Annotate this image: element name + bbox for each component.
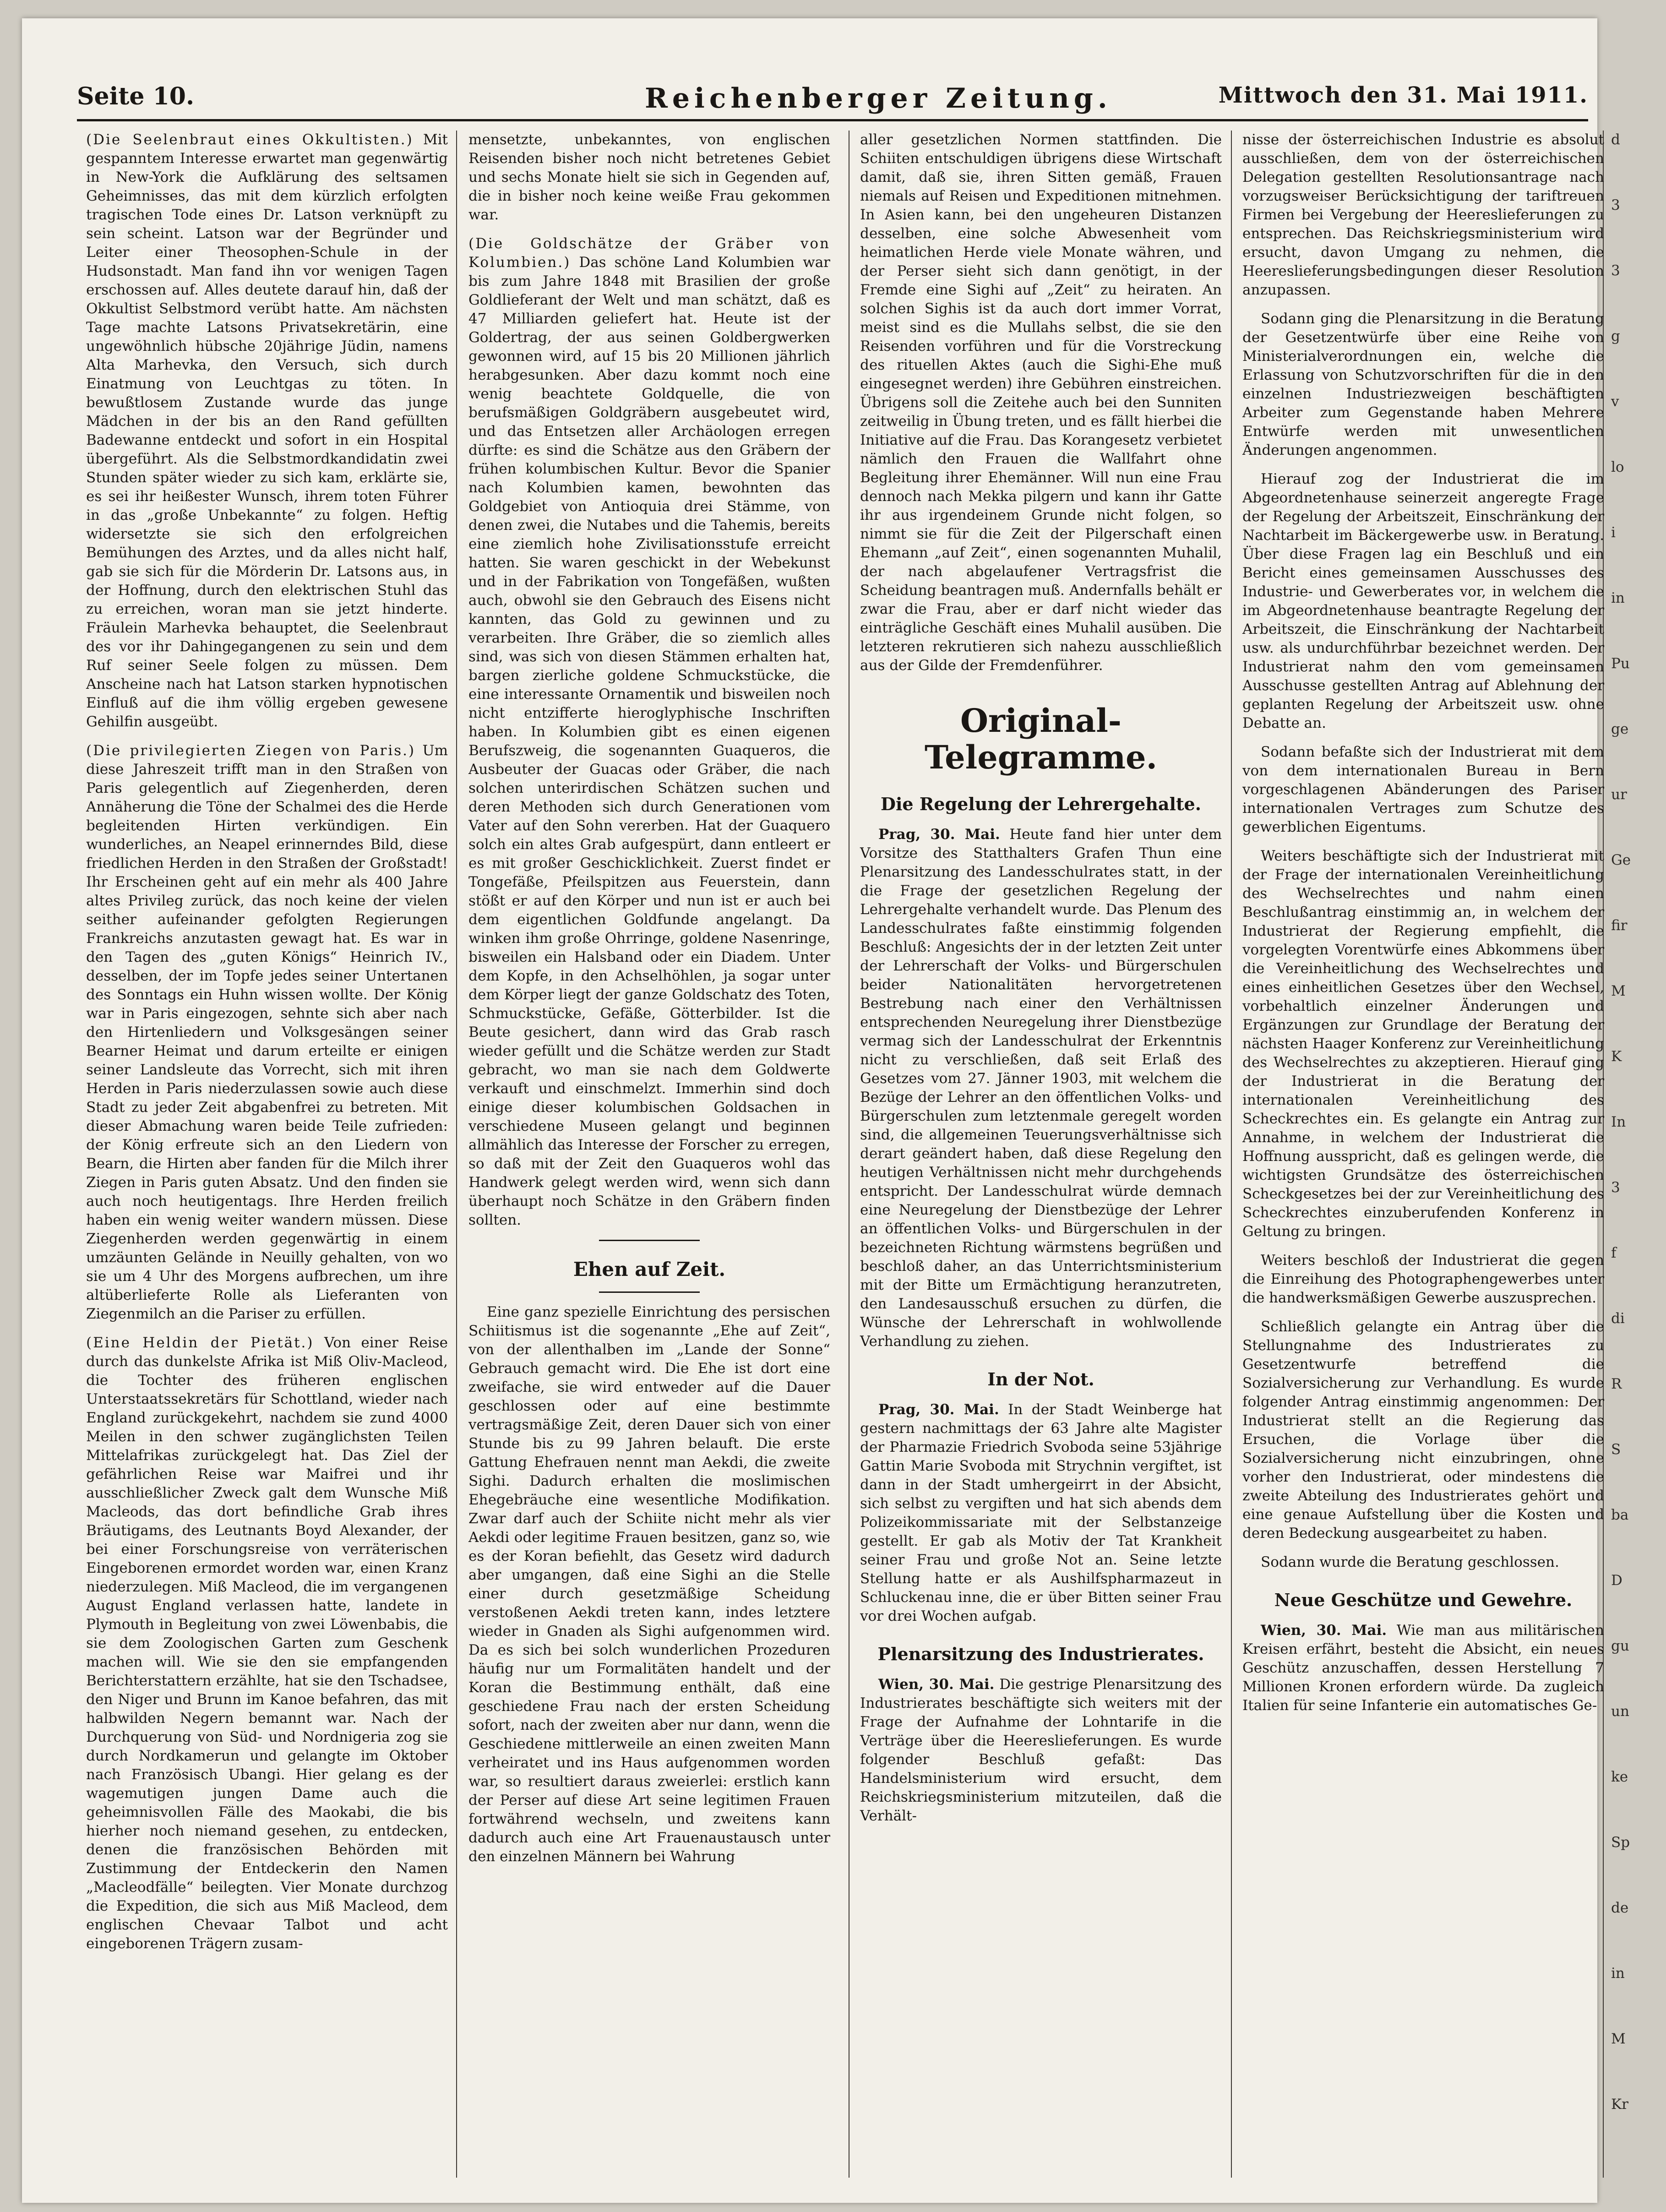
article-text: In der Stadt Weinberge hat gestern nachmittags der 63 Jahre alte Magister der Pharmazie Friedrich Svoboda seine 53jährige Gattin Marie Svoboda mit Strychnin vergiftet, ist dann in der Stadt umhergeirrt in der Absicht, sich selbst zu vergiften und hat sich abends dem Polizeikommissariate mit der Selbstanzeige gestellt. Er gab als Motiv der Tat Krankheit seiner Frau und große Not an. Seine letzte Stellung hatte er als Aushilfspharmazeut in Schluckenau inne, die er über Bitten seiner Frau vor drei Wochen aufgab. xyxy=(860,1401,1222,1624)
article-text: Heute fand hier unter dem Vorsitze des Statthalters Grafen Thun eine Plenarsitzung des Landesschulrates statt, in der die Frage der gesetzlichen Regelung der Lehrergehalte verhandelt wurde. Das Plenum des Landesschulrates faßte einstimmig folgenden Beschluß: Angesichts der in der letzten Zeit unter der Lehrerschaft der Volks- und Bürgerschulen beider Nationalitäten hervorgetretenen Bestrebung nach einer den Verhältnissen entsprechenden Neuregelung ihrer Dienstbezüge vermag sich der Landesschulrat der Erkenntnis nicht zu verschließen, daß seit Erlaß des Gesetzes vom 27. Jänner 1903, mit welchem die Bezüge der Lehrer an den öffentlichen Volks- und Bürgerschulen zum letztenmale geregelt worden sind, die allgemeinen Teuerungsverhältnisse sich derart geändert haben, daß diese Regelung den heutigen Verhältnissen nicht mehr durchgehends entspricht. Der Landesschulrat würde demnach eine Neuregelung der Dienstbezüge der Lehrer an öffentlichen Volks- und Bürgerschulen in der bezeichneten Richtung wärmstens begrüßen und beschloß daher, an das Unterrichtsministerium mit der Bitte um Ermächtigung heranzutreten, den Landesausschuß ersuchen zu dürfen, die Wünsche der Lehrerschaft in wohlwollende Verhandlung zu ziehen. xyxy=(860,826,1222,1350)
column-rule xyxy=(456,131,457,2178)
article-text: aller gesetzlichen Normen stattfinden. Die Schiiten entschuldigen übrigens diese Wirtschaft damit, daß sie, ihren Sitten gemäß, Frauen niemals auf Reisen und Expeditionen mitnehmen. In Asien kann, bei den ungeheuren Distanzen desselben, eine solche Abwesenheit vom heimatlichen Herde viele Monate währen, und der Perser sieht sich dann genötigt, in der Fremde eine Sighi auf „Zeit“ zu heiraten. An solchen Sighis ist da auch dort immer Vorrat, meist sind es die Mullahs selbst, die sie den Reisenden vorführen und für die Vorstreckung des rituellen Aktes (auch die Sighi-Ehe muß eingesegnet werden) ihre Gebühren einstreichen. Übrigens soll die Zeitehe auch bei den Sunniten zeitweilig in Übung treten, und es fällt hierbei die Initiative auf die Frau. Das Korangesetz verbietet nämlich den Frauen die Wallfahrt ohne Begleitung ihrer Ehemänner. Will nun eine Frau dennoch nach Mekka pilgern und kann ihr Gatte ihr aus irgendeinem Grunde nicht folgen, so nimmt sie für die Zeit der Pilgerschaft einen Ehemann „auf Zeit“, einen sogenannten Muhalil, der nach abgelaufener Vertragsfrist die Scheidung beantragen muß. Andernfalls behält er zwar die Frau, aber er darf nicht wieder das einträgliche Geschäft eines Muhalil ausüben. Die letzteren rekrutieren sich nahezu ausschließlich aus der Gilde der Fremdenführer. xyxy=(860,131,1222,674)
section-divider xyxy=(599,1240,700,1241)
cutoff-fragment: Kr xyxy=(1611,2096,1628,2113)
article-goldschaetze xyxy=(468,234,830,1230)
article-kicker: (Eine Heldin der Pietät.) xyxy=(86,1335,314,1351)
article-ziegen xyxy=(86,741,448,1324)
section-divider xyxy=(599,1291,700,1293)
issue-date: Mittwoch den 31. Mai 1911. xyxy=(1218,82,1588,108)
cutoff-fragment: di xyxy=(1611,1310,1625,1327)
column-2 xyxy=(468,131,830,2178)
cutoff-fragment: ba xyxy=(1611,1507,1629,1523)
headline-plenarsitzung: Plenarsitzung des Industrierates. xyxy=(877,1644,1204,1664)
cutoff-fragment: In xyxy=(1611,1114,1626,1130)
masthead: Reichenberger Zeitung. xyxy=(645,82,1112,114)
article-text: Um diese Jahreszeit trifft man in den Straßen von Paris gelegentlich auf Ziegenherden, deren Annäherung die Töne der Schalmei des die Herde begleitenden Hirten verkündigen. Ein wunderliches, an Neapel erinnerndes Bild, diese friedlichen Herden in den Straßen der Großstadt! Ihr Erscheinen geht auf ein mehr als 400 Jahre altes Privileg zurück, das noch keine der vielen seither aufeinander gefolgten Regierungen Frankreichs anzutasten gewagt hat. Es war in den Tagen des „guten Königs“ Heinrich IV., desselben, der im Topfe jedes seiner Untertanen des Sonntags ein Huhn wissen wollte. Der König war in Paris eingezogen, sehnte sich aber nach den Hirtenliedern und Volksgesängen seiner Bearner Heimat und darum erteilte er einigen seiner Landsleute das Vorrecht, sich mit ihren Herden in Paris niederzulassen sowie auch diese Stadt zu jeder Zeit abgabenfrei zu betreten. Mit dieser Abmachung waren beide Teile zufrieden: der König erfreute sich an den Liedern von Bearn, die Hirten aber fanden für die Milch ihrer Ziegen in Paris guten Absatz. Und den finden sie auch noch heutigentags. Ihre Herden freilich haben ein wenig weiter wandern müssen. Diese Ziegenherden werden gegenwärtig in einem umzäunten Gelände in Neuilly gehalten, von wo sie um 4 Uhr des Morgens aufbrechen, um ihre altüberlieferte Rolle als Lieferanten von Ziegenmilch an die Pariser zu erfüllen. xyxy=(86,742,448,1322)
cutoff-fragment: v xyxy=(1611,393,1619,410)
headline-in-der-not: In der Not. xyxy=(987,1369,1094,1389)
cutoff-fragment: S xyxy=(1611,1441,1621,1458)
article-seelenbraut xyxy=(86,131,448,731)
cutoff-fragment: K xyxy=(1611,1048,1622,1065)
cutoff-fragment: D xyxy=(1611,1572,1622,1589)
headline-neue-geschuetze: Neue Geschütze und Gewehre. xyxy=(1274,1590,1573,1610)
article-text: Das schöne Land Kolumbien war bis zum Jahre 1848 mit Brasilien der große Goldlieferant der Welt und man schätzt, daß es 47 Milliarden geliefert hat. Heute ist der Goldertrag, der aus seinen Goldbergwerken gewonnen wird, auf 15 bis 20 Millionen jährlich herabgesunken. Aber dazu kommt noch eine wenig beachtete Goldquelle, die von berufsmäßigen Goldgräbern ausgebeutet wird, und das Entsetzen aller Archäologen erregen dürfte: es sind die Schätze aus den Gräbern der frühen kolumbischen Kultur. Bevor die Spanier nach Kolumbien kamen, bewohnten das Goldgebiet von Antioquia drei Stämme, von denen zwei, die Nutabes und die Tahemis, bereits eine ziemlich hohe Zivilisationsstufe erreicht hatten. Sie waren geschickt in der Webekunst und in der Fabrikation von Tongefäßen, wußten auch, obwohl sie den Gebrauch des Eisens nicht kannten, das Gold zu gewinnen und zu verarbeiten. Ihre Gräber, die so ziemlich alles sind, was sich von diesen Stämmen erhalten hat, bargen zierliche goldene Schmuckstücke, die eine interessante Ornamentik und bisweilen noch nicht entzifferte hieroglyphische Inschriften haben. In Kolumbien gibt es einen eigenen Berufszweig, die sogenannten Guaqueros, die Ausbeuter der Guacas oder Gräber, die nach solchen unterirdischen Schätzen suchen und deren Methoden sich durch Generationen vom Vater auf den Sohn vererben. Hat der Guaquero solch ein altes Grab aufgespürt, dann entleert er es mit großer Geschicklichkeit. Zuerst findet er Tongefäße, Pfeilspitzen aus Feuerstein, dann stößt er auf den Körper und nun ist er auch bei dem eigentlichen Goldfunde angelangt. Da winken ihm große Ohrringe, goldene Nasenringe, bisweilen ein Halsband oder ein Diadem. Unter dem Kopfe, in den Achselhöhlen, ja sogar unter dem Körper liegt der ganze Goldschatz des Toten, Schmuckstücke, Gefäße, Götterbilder. Ist die Beute gesichert, dann wird das Grab rasch wieder gefüllt und die Schätze werden zur Stadt gebracht, wo man sie nach dem Goldwerte verkauft und einschmelzt. Immerhin sind doch einige dieser kolumbischen Goldsachen in verschiedene Museen gelangt und beginnen allmählich das Interesse der Forscher zu erregen, so daß mit der Zeit den Guaqueros wohl das Handwerk gelegt werden wird, wenn sich dann überhaupt noch Schätze in den Gräbern finden sollten. xyxy=(468,254,831,1228)
article-kicker: (Die Goldschätze der Gräber von Kolumbien.) xyxy=(468,235,830,271)
cutoff-fragment: Pu xyxy=(1611,655,1630,672)
cutoff-fragment: f xyxy=(1611,1245,1617,1261)
cutoff-fragment: Ge xyxy=(1611,852,1631,868)
headline-ehen-auf-zeit: Ehen auf Zeit. xyxy=(573,1258,726,1280)
article-text: Schließlich gelangte ein Antrag über die Stellungnahme des Industrierates zu Gesetzentwurfe betreffend die Sozialversicherung zur Verhandlung. Es wurde folgender Antrag einstimmig angenommen: Der Industrierat stellt an die Regierung das Ersuchen, die Vorlage über die Sozialversicherung nicht einzubringen, ohne vorher den Industrierat, oder mindestens die zweite Abteilung des Industrierates gehört und eine genaue Aufstellung über die Kosten und deren Bedeckung ausgearbeitet zu haben. xyxy=(1242,1318,1604,1542)
page-number: Seite 10. xyxy=(77,82,195,110)
cutoff-fragment: M xyxy=(1611,983,1626,999)
cutoff-fragment: ur xyxy=(1611,786,1627,803)
article-text: Sodann befaßte sich der Industrierat mit dem von dem internationalen Bureau in Bern vorgeschlagenen Abänderungen des Pariser internationalen Vertrages zum Schutze des gewerblichen Eigentums. xyxy=(1242,744,1604,835)
article-text: Die gestrige Plenarsitzung des Industrierates beschäftigte sich weiters mit der Frage der Aufnahme der Lohntarife in die Verträge über die Heereslieferungen. Es wurde folgender Beschluß gefaßt: Das Handelsministerium wird ersucht, dem Reichskriegsministerium mitzuteilen, daß die Verhält- xyxy=(860,1676,1222,1824)
page-header xyxy=(77,69,1588,121)
cutoff-fragment: in xyxy=(1611,590,1625,606)
cutoff-fragment: de xyxy=(1611,1900,1629,1916)
column-5-cutoff xyxy=(1611,131,1666,2178)
cutoff-fragment: gu xyxy=(1611,1638,1629,1654)
cutoff-fragment: i xyxy=(1611,524,1616,541)
article-in-der-not xyxy=(860,1400,1222,1626)
article-kicker: (Die privilegierten Ziegen von Paris.) xyxy=(86,742,416,759)
cutoff-fragment: R xyxy=(1611,1376,1622,1392)
article-text: mensetzte, unbekanntes, von englischen Reisenden bisher noch nicht betretenes Gebiet und sechs Monate hielt sie sich in Gegenden auf, die in bisher noch keine weiße Frau gekommen war. xyxy=(468,131,830,223)
article-text: Eine ganz spezielle Einrichtung des persischen Schiitismus ist die sogenannte „Ehe auf Zeit“, von der allenthalben im „Lande der Sonne“ Gebrauch gemacht wird. Die Ehe ist dort eine zweifache, sie wird entweder auf die Dauer geschlossen oder auf eine bestimmte vertragsmäßige Zeit, deren Dauer sich von einer Stunde bis zu 99 Jahren belauft. Die erste Gattung Ehefrauen nennt man Aekdi, die zweite Sighi. Dadurch erhalten die moslimischen Ehegebräuche eine wesentliche Modifikation. Zwar darf auch der Schiite nicht mehr als vier Aekdi oder legitime Frauen besitzen, ganz so, wie es der Koran befiehlt, das Gesetz wird dadurch aber umgangen, daß eine Sighi an die Stelle einer durch gesetzmäßige Scheidung verstoßenen Aekdi treten kann, indes letztere wieder in Gnaden als Sighi aufgenommen wird. Da es sich bei solch wunderlichen Prozeduren häufig nur um Formalitäten handelt und der Koran die Bestimmung enthält, daß eine geschiedene Frau nach der ersten Scheidung sofort, nach der zweiten aber nur dann, wenn die Geschiedene mittlerweile an einen zweiten Mann verheiratet und ins Haus aufgenommen worden war, so resultiert daraus zweierlei: erstlich kann der Perser auf diese Art seine legitimen Frauen fortwährend wechseln, und zweitens kann dadurch auch eine Art Frauenaustausch unter den einzelnen Männern bei Wahrung xyxy=(468,1304,830,1865)
article-text: Sodann wurde die Beratung geschlossen. xyxy=(1261,1554,1559,1570)
column-4 xyxy=(1242,131,1604,2178)
article-text: Sodann ging die Plenarsitzung in die Beratung der Gesetzentwürfe über eine Reihe von Ministerialverordnungen ein, welche die Erlassung von Schutzvorschriften für die in den einzelnen Industriezweigen beschäftigten Arbeiter zum Gegenstande haben Mehrere Entwürfe werden mit unwesentlichen Änderungen angenommen. xyxy=(1242,311,1604,458)
headline-lehrergehalte: Die Regelung der Lehrergehalte. xyxy=(881,794,1201,814)
cutoff-fragment: ke xyxy=(1611,1769,1628,1785)
cutoff-fragment: ge xyxy=(1611,721,1629,737)
article-neue-geschuetze xyxy=(1242,1621,1604,1715)
dateline: Wien, 30. Mai. xyxy=(878,1676,995,1693)
article-text: Wie man aus militärischen Kreisen erfährt, besteht die Absicht, ein neues Geschütz anzuschaffen, dessen Herstellung 7 Millionen Kronen erfordern würde. Da zugleich Italien für seine Infanterie ein automatisches Ge- xyxy=(1242,1622,1604,1714)
article-text: nisse der österreichischen Industrie es absolut ausschließen, dem von der österreichischen Delegation gestellten Resolutionsantrage nach vorzugsweiser Berücksichtigung der tariftreuen Firmen bei Vergebung der Heereslieferungen zu entsprechen. Das Reichskriegsministerium wird ersucht, davon Umgang zu nehmen, die Heereslieferungsbedingungen dieser Resolution anzupassen. xyxy=(1242,131,1604,298)
article-text: Mit gespanntem Interesse erwartet man gegenwärtig in New-York die Aufklärung des seltsamen Geheimnisses, das mit dem kürzlich erfolgten tragischen Tode eines Dr. Latson verknüpft zu sein scheint. Latson war der Begründer und Leiter einer Theosophen-Schule in der Hudsonstadt. Man fand ihn vor wenigen Tagen erschossen auf. Alles deutete darauf hin, daß der Okkultist Selbstmord verübt hatte. Am nächsten Tage machte Latsons Privatsekretärin, eine ungewöhnlich hübsche 20jährige Jüdin, namens Alta Marhevka, den Versuch, sich durch Einatmung von Leuchtgas zu töten. In bewußtlosem Zustande wurde das junge Mädchen in der bis an den Rand gefüllten Badewanne entdeckt und sofort in ein Hospital übergeführt. Als die Selbstmordkandidatin zwei Stunden später wieder zu sich kam, erklärte sie, es sei ihr heißester Wunsch, ihrem toten Führer in das „große Unbekannte“ zu folgen. Heftig widersetzte sie sich den erfolgreichen Bemühungen des Arztes, und da alles nicht half, gab sie sich für die Mörderin Dr. Latsons aus, in der Hoffnung, durch den elektrischen Stuhl das zu erreichen, woran man sie jetzt hinderte. Fräulein Marhevka behauptet, die Seelenbraut des vor ihr Dahingegangenen zu sein und dem Ruf seiner Seele folgen zu müssen. Dem Anscheine nach hat Latson starken hypnotischen Einfluß auf die ihm völlig ergeben gewesene Gehilfin ausgeübt. xyxy=(86,131,448,730)
article-kicker: (Die Seelenbraut eines Okkultisten.) xyxy=(86,131,414,148)
dateline: Wien, 30. Mai. xyxy=(1261,1622,1387,1639)
article-lehrergehalte xyxy=(860,825,1222,1351)
article-heldin xyxy=(86,1334,448,1953)
cutoff-fragment: in xyxy=(1611,1965,1625,1982)
column-3 xyxy=(860,131,1222,2178)
column-rule xyxy=(1231,131,1232,2178)
cutoff-fragment: Sp xyxy=(1611,1834,1630,1851)
cutoff-fragment: g xyxy=(1611,328,1620,344)
headline-original-telegramme: Original-Telegramme. xyxy=(925,702,1157,776)
column-1 xyxy=(86,131,448,2178)
dateline: Prag, 30. Mai. xyxy=(878,1401,999,1418)
cutoff-fragment: 3 xyxy=(1611,197,1620,213)
cutoff-fragment: 3 xyxy=(1611,262,1620,279)
cutoff-fragment: 3 xyxy=(1611,1179,1620,1196)
cutoff-fragment: d xyxy=(1611,131,1620,148)
article-text: Hierauf zog der Industrierat die im Abgeordnetenhause seinerzeit angeregte Frage der Regelung der Arbeitszeit, Einschränkung der Nachtarbeit im Bäckergewerbe usw. in Beratung. Über diese Fragen lag ein Beschluß und ein Bericht eines gemeinsamen Ausschusses des Industrie- und Gewerberates vor, in welchem die im Abgeordnetenhause beantragte Regelung der Arbeitszeit, die Einschränkung der Nachtarbeit usw. als undurchführbar bezeichnet werden. Der Industrierat nahm den vom gemeinsamen Ausschusse gestellten Antrag auf Ablehnung der geplanten Regelung der Arbeitszeit usw. ohne Debatte an. xyxy=(1242,471,1604,731)
dateline: Prag, 30. Mai. xyxy=(878,826,1000,843)
article-text: Von einer Reise durch das dunkelste Afrika ist Miß Oliv-Macleod, die Tochter des früheren englischen Unterstaatssekretärs für Schottland, wieder nach England zurückgekehrt, nachdem sie zund 4000 Meilen in den schwer zugänglichsten Teilen Mittelafrikas zurückgelegt hat. Das Ziel der gefährlichen Reise war Maifrei und ihr ausschließlicher Zweck galt dem Wunsche Miß Macleods, das dort befindliche Grab ihres Bräutigams, des Leutnants Boyd Alexander, der bei einer Forschungsreise von verräterischen Eingeborenen ermordet worden war, einen Kranz niederzulegen. Miß Macleod, die im vergangenen August England verlassen hatte, landete in Plymouth in Begleitung von zwei Löwenbabis, die sie dem Zoologischen Garten zum Geschenk machen will. Wie sie den sie empfangenden Berichterstattern erzählte, hat sie den Tschadsee, den Niger und Brunn im Kanoe befahren, das mit halbwilden Negern bemannt war. Nach der Durchquerung von Süd- und Nordnigeria zog sie durch Nordkamerun und gelangte im Oktober nach Französisch Ubangi. Hier gelang es der wagemutigen jungen Dame auch die geheimnisvollen Fälle des Maokabi, die bis hierher noch niemand gesehen, zu entdecken, denen die französischen Behörden mit Zustimmung der Entdeckerin den Namen „Macleodfälle“ beilegten. Vier Monate durchzog die Expedition, die sich aus Miß Macleod, dem englischen Chevaar Talbot und acht eingeborenen Trägern zusam- xyxy=(86,1335,448,1952)
cutoff-fragment: M xyxy=(1611,2031,1626,2047)
cutoff-fragment: lo xyxy=(1611,459,1624,475)
cutoff-fragment: fir xyxy=(1611,917,1628,934)
article-text: Weiters beschäftigte sich der Industrierat mit der Frage der internationalen Vereinheitlichung des Wechselrechtes und nahm einen Beschlußantrag einstimmig an, in welchem der Industrierat der Regierung empfiehlt, die vorgelegten Vorentwürfe eines Abkommens über die Vereinheitlichung des Wechselrechtes und eines einheitlichen Gesetzes über den Wechsel, vorbehaltlich einzelner Änderungen und Ergänzungen zur Grundlage der Beratung der nächsten Haager Konferenz zur Vereinheitlichung des Wechselrechtes zu akzeptieren. Hierauf ging der Industrierat in die Beratung der internationalen Vereinheitlichung des Scheckrechtes ein. Es gelangte ein Antrag zur Annahme, in welchem der Industrierat die Hoffnung ausspricht, daß es gelingen werde, die wichtigsten Grundsätze des österreichischen Scheckgesetzes bei der zur Vereinheitlichung des Scheckrechtes einzuberufenden Konferenz in Geltung zu bringen. xyxy=(1242,848,1604,1240)
cutoff-fragment: un xyxy=(1611,1703,1629,1720)
newspaper-page xyxy=(22,18,1631,2203)
article-plenarsitzung xyxy=(860,1675,1222,1825)
article-text: Weiters beschloß der Industrierat die gegen die Einreihung des Photographengewerbes unter die handwerksmäßigen Gewerbe auszusprechen. xyxy=(1242,1252,1604,1306)
